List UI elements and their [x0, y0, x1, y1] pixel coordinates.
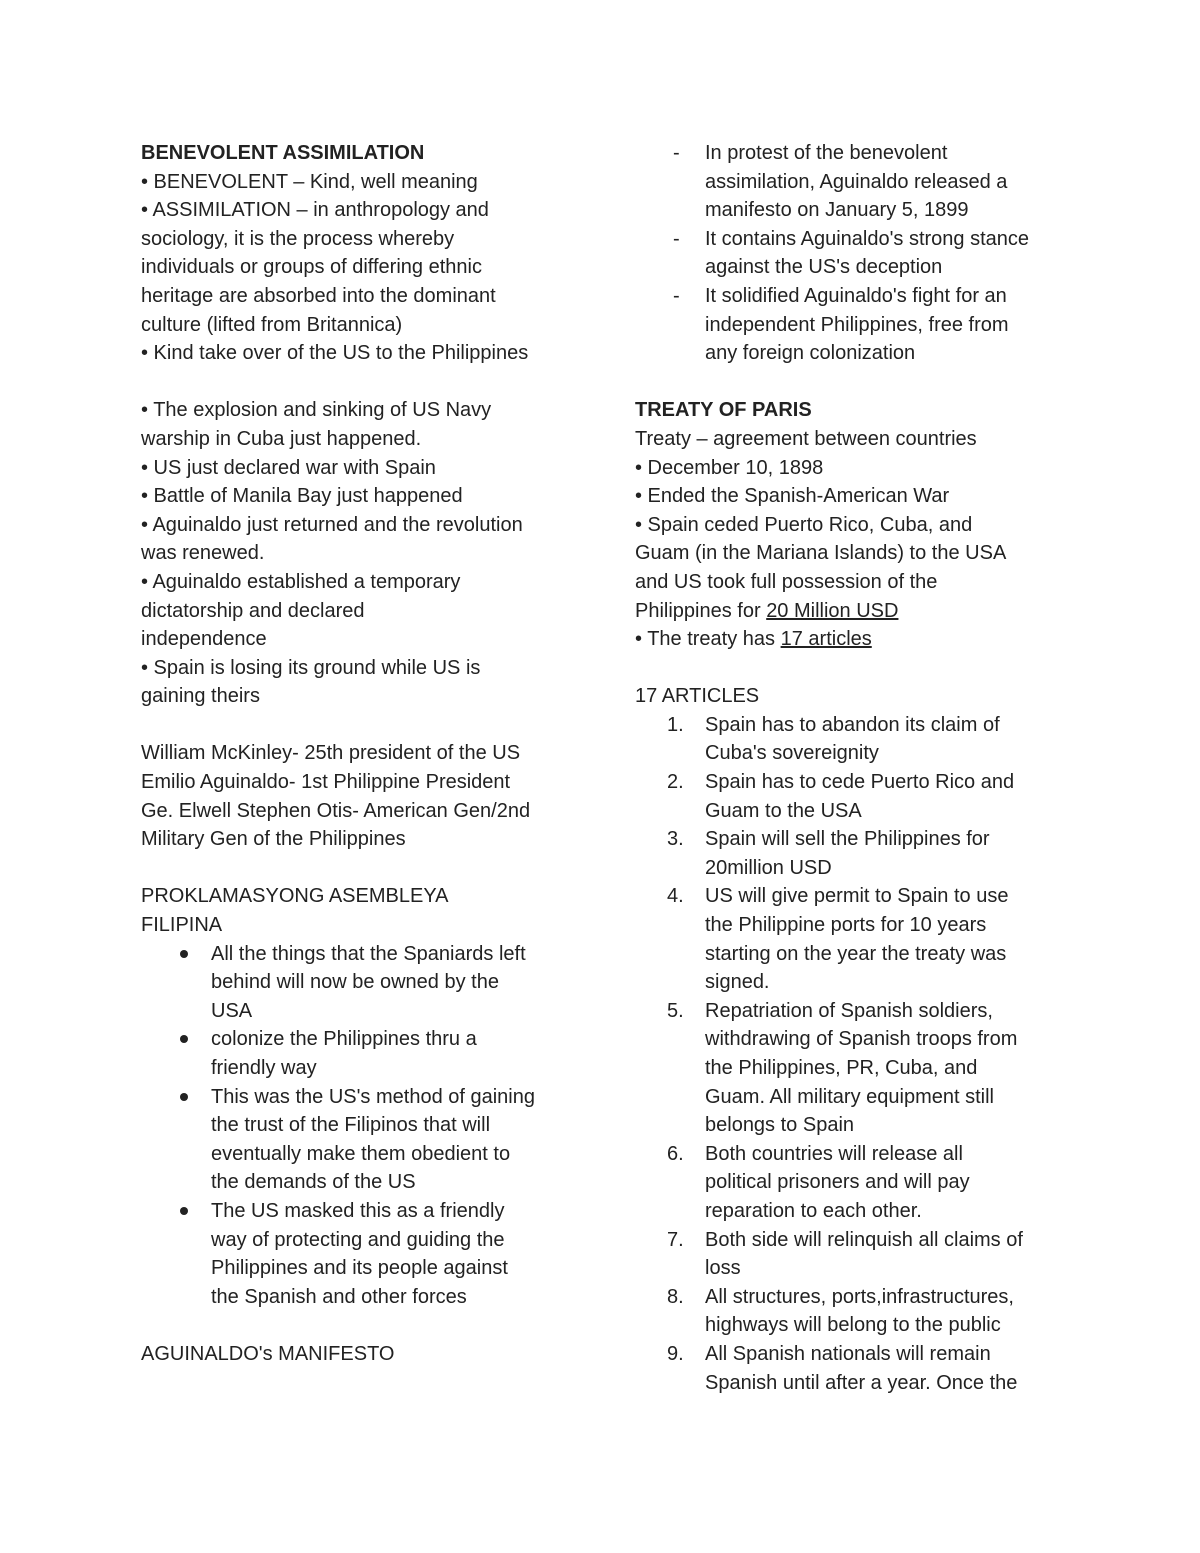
text-line: independence: [141, 628, 267, 651]
text-line: Spain has to abandon its claim of: [705, 713, 1000, 736]
text-line: • US just declared war with Spain: [141, 456, 436, 479]
text-line: • December 10, 1898: [635, 456, 824, 479]
text-line: individuals or groups of differing ethnic: [141, 256, 482, 279]
list-item: [635, 997, 1065, 1140]
list-number: 8.: [667, 1285, 684, 1308]
blank-line: [635, 654, 1065, 683]
text-line: In protest of the benevolent: [705, 142, 948, 164]
text-line: Cuba's sovereignity: [705, 742, 879, 765]
section-heading-proklamasyon: FILIPINA: [141, 914, 223, 937]
text-line: • The explosion and sinking of US Navy: [141, 399, 492, 422]
text-line: against the US's deception: [705, 256, 943, 279]
text-line: was renewed.: [141, 542, 265, 565]
text-line: the demands of the US: [211, 1171, 416, 1194]
bullet-icon: [180, 950, 188, 958]
text-line: Military Gen of the Philippines: [141, 828, 406, 851]
dash-marker: -: [673, 142, 680, 164]
text-line: way of protecting and guiding the: [211, 1228, 505, 1251]
list-item: [141, 1083, 571, 1197]
text-line: colonize the Philippines thru a: [211, 1028, 477, 1051]
text-line: and US took full possession of the: [635, 570, 938, 593]
text-line: Guam (in the Mariana Islands) to the USA: [635, 542, 1007, 565]
text-line: It solidified Aguinaldo's fight for an: [705, 284, 1007, 307]
text-line: All the things that the Spaniards left: [211, 942, 526, 965]
list-item: [635, 825, 1065, 882]
text-line: the Philippines, PR, Cuba, and: [705, 1057, 978, 1079]
text-line: eventually make them obedient to: [211, 1142, 511, 1165]
text-line: manifesto on January 5, 1899: [705, 199, 969, 222]
text-line: • Spain is losing its ground while US is: [141, 656, 481, 679]
text-line: independent Philippines, free from: [705, 313, 1009, 336]
list-number: 6.: [667, 1142, 684, 1165]
text-line: The US masked this as a friendly: [211, 1199, 505, 1222]
text-line: starting on the year the treaty was: [705, 942, 1007, 965]
list-item: [635, 768, 1065, 825]
underlined-price: 20 Million USD: [766, 599, 899, 622]
list-item: [635, 225, 1065, 282]
blank-line: [141, 1311, 571, 1340]
text-line: Ge. Elwell Stephen Otis- American Gen/2nd: [141, 799, 531, 822]
text-line: Spain has to cede Puerto Rico and: [705, 771, 1015, 794]
list-item: [635, 1140, 1065, 1226]
blank-line: [141, 711, 571, 740]
text-line: • Spain ceded Puerto Rico, Cuba, and: [635, 513, 973, 536]
text-line: any foreign colonization: [705, 342, 916, 365]
bullet-icon: [180, 1035, 188, 1043]
text-line: Spanish until after a year. Once the: [705, 1371, 1018, 1394]
text-line: • BENEVOLENT – Kind, well meaning: [141, 170, 478, 193]
list-number: 2.: [667, 771, 684, 794]
text-line: belongs to Spain: [705, 1114, 855, 1137]
text-line: the Spanish and other forces: [211, 1285, 467, 1308]
text-line: All structures, ports,infrastructures,: [705, 1285, 1014, 1308]
text-line: political prisoners and will pay: [705, 1171, 970, 1194]
list-item: [141, 1197, 571, 1311]
text-span: • The treaty has: [635, 628, 781, 651]
text-line: Emilio Aguinaldo- 1st Philippine President: [141, 771, 511, 794]
right-column: [635, 139, 1065, 1397]
list-item: [635, 139, 1065, 225]
bullet-icon: [180, 1207, 188, 1215]
text-line: signed.: [705, 971, 770, 994]
text-line: assimilation, Aguinaldo released a: [705, 170, 1008, 193]
text-line: the Philippine ports for 10 years: [705, 914, 987, 937]
left-column: [141, 139, 571, 1369]
text-line: sociology, it is the process whereby: [141, 227, 455, 250]
bullet-icon: [180, 1093, 188, 1101]
text-line: • Aguinaldo established a temporary: [141, 570, 461, 593]
section-heading-treaty-of-paris: TREATY OF PARIS: [635, 399, 812, 422]
text-line: • ASSIMILATION – in anthropology and: [141, 199, 489, 222]
blank-line: [141, 854, 571, 883]
blank-line: [635, 368, 1065, 397]
list-item: [635, 1226, 1065, 1283]
text-line: • Battle of Manila Bay just happened: [141, 485, 463, 508]
list-item: [635, 1283, 1065, 1340]
text-line: Repatriation of Spanish soldiers,: [705, 999, 993, 1022]
text-line: US will give permit to Spain to use: [705, 885, 1009, 908]
text-line: loss: [705, 1257, 741, 1280]
text-line: [635, 597, 1065, 626]
section-heading-manifesto: AGUINALDO's MANIFESTO: [141, 1342, 395, 1365]
text-line: • Aguinaldo just returned and the revolution: [141, 513, 523, 536]
blank-line: [141, 368, 571, 397]
text-line: William McKinley- 25th president of the US: [141, 742, 521, 765]
text-line: • Ended the Spanish-American War: [635, 485, 950, 508]
underlined-articles: 17 articles: [780, 628, 872, 651]
text-line: Treaty – agreement between countries: [635, 427, 977, 450]
text-line: Spain will sell the Philippines for: [705, 828, 990, 851]
text-line: the trust of the Filipinos that will: [211, 1114, 491, 1137]
dash-marker: -: [673, 227, 680, 250]
text-line: behind will now be owned by the: [211, 971, 499, 994]
text-line: 20million USD: [705, 856, 832, 879]
text-line: • Kind take over of the US to the Philippines: [141, 342, 529, 365]
text-line: This was the US's method of gaining: [211, 1085, 535, 1108]
section-heading-proklamasyon: PROKLAMASYONG ASEMBLEYA: [141, 885, 449, 908]
list-item: [141, 1025, 571, 1082]
text-line: Both side will relinquish all claims of: [705, 1228, 1023, 1251]
dash-marker: -: [673, 284, 680, 307]
list-number: 4.: [667, 885, 684, 908]
list-number: 7.: [667, 1228, 684, 1251]
text-line: USA: [211, 999, 253, 1022]
text-line: All Spanish nationals will remain: [705, 1342, 991, 1365]
text-line: Both countries will release all: [705, 1142, 963, 1165]
list-item: [635, 282, 1065, 368]
section-heading-17-articles: 17 ARTICLES: [635, 685, 760, 708]
list-item: [141, 940, 571, 1026]
text-line: culture (lifted from Britannica): [141, 313, 403, 336]
text-line: highways will belong to the public: [705, 1314, 1001, 1337]
list-item: [635, 1340, 1065, 1397]
list-item: [635, 711, 1065, 768]
section-heading-benevolent-assimilation: BENEVOLENT ASSIMILATION: [141, 142, 425, 164]
text-line: dictatorship and declared: [141, 599, 365, 622]
text-line: It contains Aguinaldo's strong stance: [705, 227, 1030, 250]
text-line: heritage are absorbed into the dominant: [141, 284, 496, 307]
list-number: 1.: [667, 713, 684, 736]
text-line: gaining theirs: [141, 685, 260, 708]
text-line: withdrawing of Spanish troops from: [705, 1028, 1018, 1051]
text-line: warship in Cuba just happened.: [141, 427, 422, 450]
list-item: [635, 882, 1065, 996]
text-line: [635, 625, 1065, 654]
text-line: Guam to the USA: [705, 799, 862, 822]
text-line: Guam. All military equipment still: [705, 1085, 994, 1108]
list-number: 5.: [667, 999, 684, 1022]
list-number: 3.: [667, 828, 684, 851]
list-number: 9.: [667, 1342, 684, 1365]
text-line: friendly way: [211, 1057, 317, 1079]
text-line: reparation to each other.: [705, 1199, 922, 1222]
text-line: Philippines and its people against: [211, 1257, 508, 1280]
text-span: Philippines for: [635, 599, 767, 622]
